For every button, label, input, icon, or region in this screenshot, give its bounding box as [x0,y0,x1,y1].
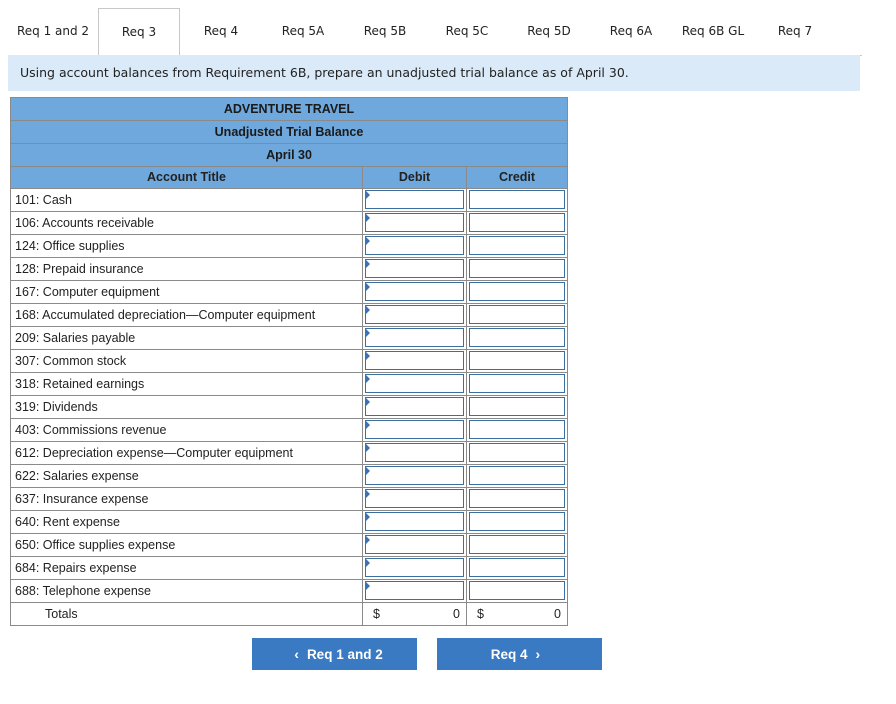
credit-cell [467,511,568,533]
account-title: 403: Commissions revenue [11,419,363,441]
credit-input[interactable] [469,328,565,347]
credit-input[interactable] [469,397,565,416]
debit-input[interactable] [365,305,464,324]
debit-cell [363,235,467,257]
debit-input[interactable] [365,420,464,439]
table-row [10,534,568,557]
credit-cell [467,396,568,418]
debit-cell [363,488,467,510]
account-title: 684: Repairs expense [11,557,363,579]
statement-date: April 30 [10,143,568,166]
column-header-row [10,166,568,189]
table-row [10,327,568,350]
debit-total [363,603,467,625]
debit-total-currency: $ [373,607,380,621]
debit-input[interactable] [365,259,464,278]
table-row [10,488,568,511]
debit-cell [363,304,467,326]
cell-marker-icon [365,282,370,292]
prev-button[interactable] [252,638,417,670]
debit-input[interactable] [365,374,464,393]
chevron-left-icon: ‹ [294,646,299,662]
cell-marker-icon [365,236,370,246]
next-button[interactable] [437,638,602,670]
debit-input[interactable] [365,466,464,485]
credit-cell [467,327,568,349]
credit-cell [467,557,568,579]
debit-total-value: 0 [453,607,460,621]
table-row [10,465,568,488]
account-title: 612: Depreciation expense—Computer equipment [11,442,363,464]
cell-marker-icon [365,328,370,338]
debit-input[interactable] [365,328,464,347]
account-title: 128: Prepaid insurance [11,258,363,280]
cell-marker-icon [365,535,370,545]
credit-cell [467,235,568,257]
debit-input[interactable] [365,190,464,209]
account-title: 640: Rent expense [11,511,363,533]
totals-row [10,603,568,626]
debit-input[interactable] [365,558,464,577]
debit-input[interactable] [365,512,464,531]
cell-marker-icon [365,466,370,476]
debit-input[interactable] [365,236,464,255]
table-row [10,212,568,235]
credit-header: Credit [498,170,536,184]
cell-marker-icon [365,581,370,591]
account-title: 650: Office supplies expense [11,534,363,556]
cell-marker-icon [365,558,370,568]
debit-cell [363,281,467,303]
credit-input[interactable] [469,282,565,301]
credit-input[interactable] [469,305,565,324]
next-button-label: Req 4 [490,646,528,662]
credit-cell [467,189,568,211]
cell-marker-icon [365,213,370,223]
table-row [10,557,568,580]
cell-marker-icon [365,512,370,522]
table-row [10,373,568,396]
credit-input[interactable] [469,374,565,393]
account-title: 622: Salaries expense [11,465,363,487]
tab-req-4[interactable]: Req 4 [203,24,239,38]
account-title: 637: Insurance expense [11,488,363,510]
account-title: 688: Telephone expense [11,580,363,602]
account-title: 168: Accumulated depreciation—Computer equipment [11,304,363,326]
cell-marker-icon [365,351,370,361]
account-title: 106: Accounts receivable [11,212,363,234]
account-title: 318: Retained earnings [11,373,363,395]
trial-balance-table [10,97,568,626]
instruction-bar [8,55,860,91]
requirement-tabs [8,8,862,56]
credit-cell [467,212,568,234]
credit-cell [467,281,568,303]
table-row [10,235,568,258]
credit-total-currency: $ [477,607,484,621]
account-title-header: Account Title [11,167,363,188]
credit-input[interactable] [469,190,565,209]
instruction-text: Using account balances from Requirement 6B, prepare an unadjusted trial balance as of April 30. [20,65,629,80]
debit-input[interactable] [365,282,464,301]
debit-cell [363,373,467,395]
totals-label: Totals [11,603,363,625]
statement-title: Unadjusted Trial Balance [10,120,568,143]
account-title: 307: Common stock [11,350,363,372]
credit-input[interactable] [469,466,565,485]
credit-cell [467,465,568,487]
debit-cell [363,396,467,418]
credit-input[interactable] [469,236,565,255]
table-row [10,258,568,281]
credit-cell [467,534,568,556]
cell-marker-icon [365,443,370,453]
tab-req-6b-gl[interactable]: Req 6B GL [681,24,745,38]
credit-input[interactable] [469,443,565,462]
debit-input[interactable] [365,443,464,462]
debit-cell [363,350,467,372]
table-row [10,350,568,373]
debit-cell [363,511,467,533]
tab-req-3[interactable]: Req 3 [98,8,180,56]
prev-button-label: Req 1 and 2 [306,646,383,662]
debit-input[interactable] [365,397,464,416]
tab-req-6a[interactable]: Req 6A [609,24,653,38]
tab-req-7[interactable]: Req 7 [777,24,813,38]
credit-input[interactable] [469,213,565,232]
debit-input[interactable] [365,535,464,554]
chevron-right-icon: › [535,646,541,662]
debit-cell [363,419,467,441]
tab-req-5c[interactable]: Req 5C [445,24,489,38]
credit-input[interactable] [469,259,565,278]
account-rows [10,189,568,603]
debit-cell [363,534,467,556]
company-name: ADVENTURE TRAVEL [10,97,568,120]
credit-cell [467,350,568,372]
table-row [10,511,568,534]
debit-cell [363,189,467,211]
tab-req-5d[interactable]: Req 5D [527,24,571,38]
credit-total [467,603,568,625]
account-title: 319: Dividends [11,396,363,418]
tab-req-1-and-2[interactable]: Req 1 and 2 [16,24,90,38]
table-row [10,304,568,327]
cell-marker-icon [365,190,370,200]
cell-marker-icon [365,397,370,407]
credit-total-value: 0 [554,607,561,621]
account-title: 209: Salaries payable [11,327,363,349]
cell-marker-icon [365,489,370,499]
cell-marker-icon [365,374,370,384]
credit-input[interactable] [469,535,565,554]
credit-input[interactable] [469,351,565,370]
debit-cell [363,557,467,579]
table-row [10,442,568,465]
credit-input[interactable] [469,420,565,439]
debit-cell [363,212,467,234]
credit-cell [467,442,568,464]
credit-input[interactable] [469,581,565,600]
debit-cell [363,580,467,602]
debit-input[interactable] [365,581,464,600]
table-row [10,396,568,419]
cell-marker-icon [365,259,370,269]
tab-req-5a[interactable]: Req 5A [281,24,325,38]
tab-req-5b[interactable]: Req 5B [363,24,407,38]
credit-input[interactable] [469,512,565,531]
debit-cell [363,442,467,464]
debit-cell [363,465,467,487]
account-title: 101: Cash [11,189,363,211]
cell-marker-icon [365,420,370,430]
credit-input[interactable] [469,558,565,577]
credit-cell [467,580,568,602]
credit-cell [467,304,568,326]
credit-input[interactable] [469,489,565,508]
debit-cell [363,327,467,349]
table-row [10,580,568,603]
debit-header: Debit [363,167,467,188]
table-row [10,189,568,212]
account-title: 124: Office supplies [11,235,363,257]
debit-cell [363,258,467,280]
table-row [10,419,568,442]
account-title: 167: Computer equipment [11,281,363,303]
credit-cell [467,258,568,280]
table-row [10,281,568,304]
credit-cell [467,488,568,510]
cell-marker-icon [365,305,370,315]
debit-input[interactable] [365,351,464,370]
credit-cell [467,373,568,395]
credit-cell [467,419,568,441]
debit-input[interactable] [365,213,464,232]
debit-input[interactable] [365,489,464,508]
